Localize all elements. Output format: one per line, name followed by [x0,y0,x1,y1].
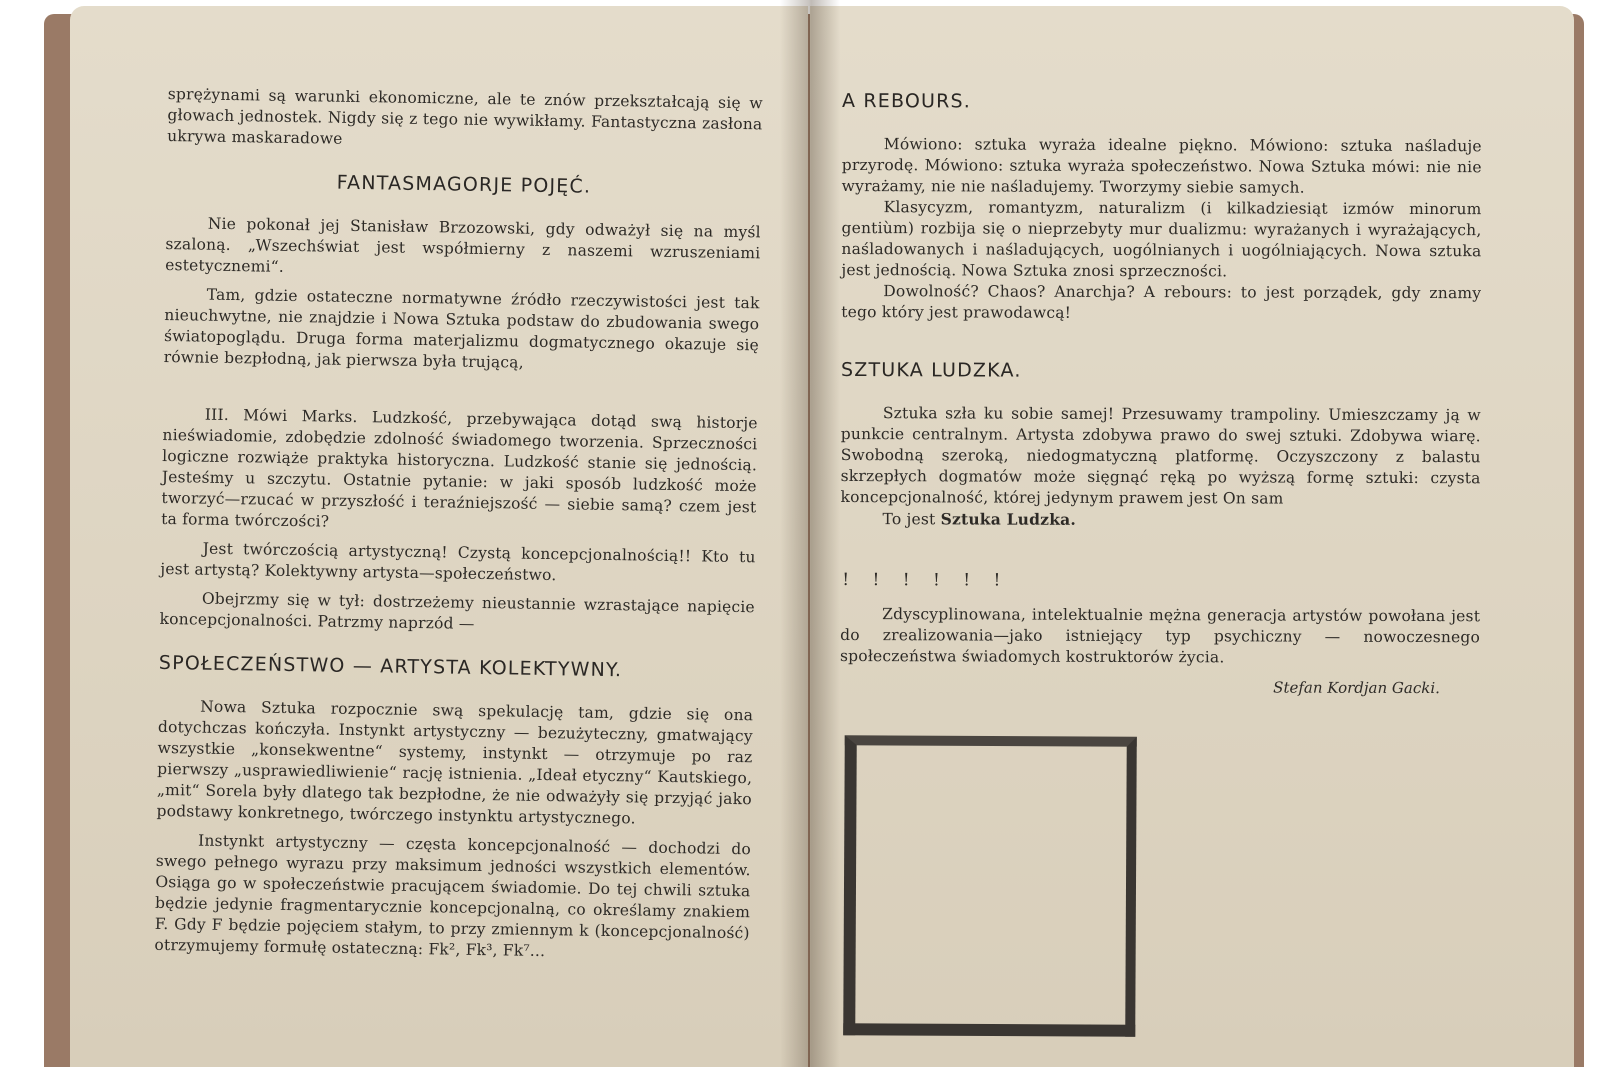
heading-spoleczenstwo: SPOŁECZEŃSTWO — ARTYSTA KOLEKTYWNY. [158,651,623,682]
heading-fantasmagorje: FANTASMAGORJE POJĘĆ. [336,171,592,198]
paragraph: Sztuka szła ku sobie samej! Przesuwamy trampoliny. Umieszczamy ją w punkcie centralnym. Artysta zdobywa prawo do swej sztuki. Zdobywa wiarę. Swobodną szeroką, niedogmatyczną platformę. Oczyszczony z balastu skrzepłych dogmatów może sięgnąć ręką po wyższą formę sztuki: czysta koncepcjonalność, której jedynym prawem jest On sam [840,404,1481,508]
paragraph: III. Mówi Marks. Ludzkość, przebywająca dotąd swą historje nieświadomie, zdobędzie zdolność świadomego tworzenia. Sprzeczności logiczne rozwiąże praktyka historyczna. Ludzkość stanie się jednością. Jesteśmy u szczytu. Ostatnie pytanie: w jaki sposób ludzkość może tworzyć—rzucać w przyszłość i teraźniejszość — siebie samą? czem jest ta forma twórczości? [161,405,758,531]
paragraph: Zdyscyplinowana, intelektualnie mężna generacja artystów powołana jest do zrealizowania—jako istniejący typ psychiczny — nowoczesnego społeczeństwa świadomych kostruktorów życia. [839,605,1481,667]
paragraph: Tam, gdzie ostateczne normatywne źródło rzeczywistości jest tak nieuchwytne, nie znajdzie i Nowa Sztuka podstaw do zbudowania swego światopoglądu. Druga forma materjalizmu dogmatycznego okazuje się równie bezpłodną, jak pierwsza była trującą, [163,285,760,372]
heading-sztuka-ludzka: SZTUKA LUDZKA. [840,358,1022,382]
left-text-column [154,84,763,965]
intro-paragraph: sprężynami są warunki ekonomiczne, ale te znów przekształcają się w głowach jednostek. Nigdy się z tego nie wywikłamy. Fantastyczna zasłona ukrywa maskaradowe [167,84,763,148]
signature: Stefan Kordjan Gacki. [1273,678,1440,698]
heading-a-rebours: A REBOURS. [841,90,972,113]
square-frame-graphic [843,735,1137,1037]
paragraph: Nie pokonał jej Stanisław Brzozowski, gdy odważył się na myśl szaloną. „Wszechświat jest współmierny z naszemi wzruszeniami estetycznemi“. [165,214,761,276]
paragraph: Klasycyzm, romantyzm, naturalizm (i kilkadziesiąt izmów minorum gentiùm) rozbija się o nieprzebyty mur dualizmu: wyrażanych i wyrażających, naśladowanych i naśladujących, uogólnianych i uogólniających. Nowa sztuka jest jednością. Nowa Sztuka znosi sprzeczności. [841,198,1482,281]
paragraph: Instynkt artystyczny — częsta koncepcjonalność — dochodzi do swego pełnego wyrazu przy maksimum jedności wszystkich elementów. Osiąga go w społeczeństwie pracującem świadomie. Do tej chwili sztuka będzie jedynie fragmentarycznie koncepcjonalną, co określamy znakiem F. Gdy F będzie pojęciem stałym, to przy zmiennym k (koncepcjonalność) otrzymujemy formułę ostateczną: Fk², Fk³, Fk⁷... [154,831,752,961]
paragraph: Jest twórczością artystyczną! Czystą koncepcjonalnością!! Kto tu jest artystą? Kolektywny artysta—społeczeństwo. [160,539,756,585]
left-page [70,6,808,1067]
right-page [810,6,1574,1067]
closing-bold: Sztuka Ludzka. [940,509,1077,529]
paragraph: Obejrzmy się w tył: dostrzeżemy nieustannie wzrastające napięcie koncepcjonalności. Patrzmy naprzód — [159,589,755,633]
closing-line [840,508,1480,532]
paragraph: Mówiono: sztuka wyraża idealne piękno. Mówiono: sztuka naśladuje przyrodę. Mówiono: sztuka wyraża społeczeństwo. Nowa Sztuka mówi: nie nie wyrażamy, nie nie naśladujemy. Tworzymy siebie samych. [841,135,1482,197]
paragraph: Dowolność? Chaos? Anarchja? A rebours: to jest porządek, gdy znamy tego który jest prawodawcą! [841,282,1482,322]
closing-prefix: To jest [882,510,941,529]
paragraph: Nowa Sztuka rozpocznie swą spekulację tam, gdzie się ona dotychczas kończyła. Instynkt artystyczny — bezużyteczny, gmatwający wszystkie „konsekwentne“ systemy, instynkt — otrzymuje po raz pierwszy „usprawiedliwienie“ rację istnienia. „Ideał etyczny“ Kautskiego, „mit“ Sorela były dlatego tak bezpłodne, że nie odważyły się przyjąć jako podstawy konkretnego, twórczego instynktu artystycznego. [156,697,754,828]
right-text-column [840,90,1482,697]
exclamation-marks: ! ! ! ! ! ! [842,570,1010,591]
